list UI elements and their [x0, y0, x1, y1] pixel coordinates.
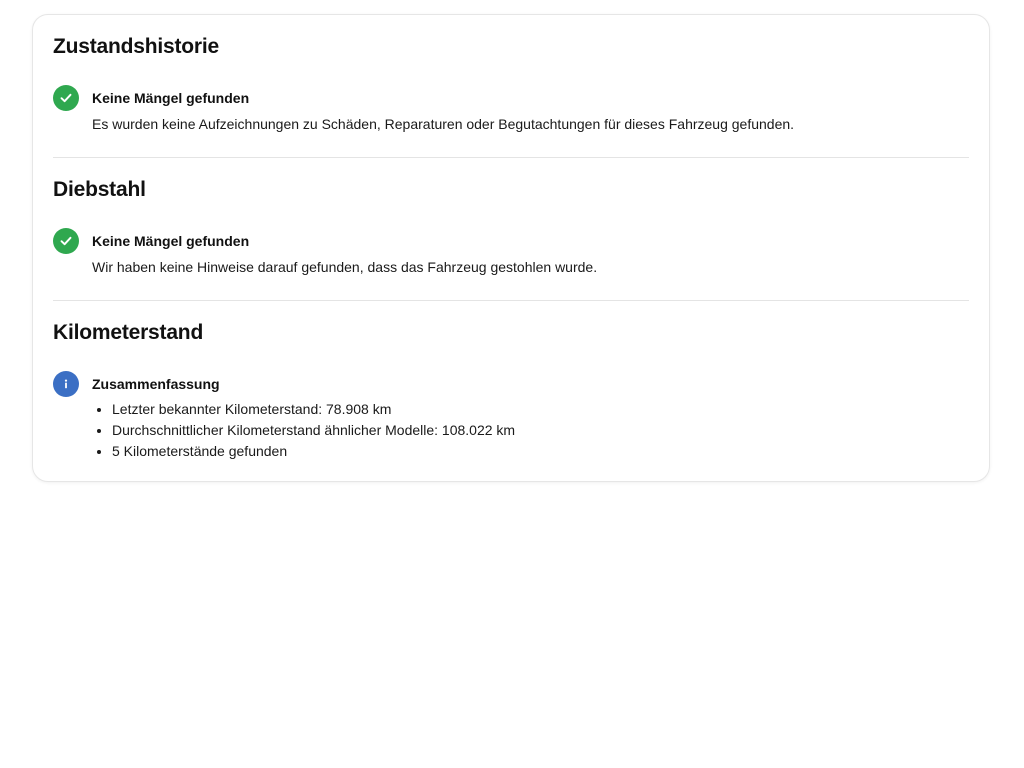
list-item: • Durchschnittlicher Kilometerstand ähnlicher Modelle: 108.022 km	[112, 420, 969, 441]
list-item: • Letzter bekannter Kilometerstand: 78.908 km	[112, 399, 969, 420]
summary-entry	[53, 375, 969, 462]
info-circle-icon	[53, 371, 79, 397]
status-heading: Keine Mängel gefunden	[92, 90, 250, 106]
status-entry	[53, 89, 969, 133]
section-title: Zustandshistorie	[53, 35, 219, 58]
theft-section	[53, 178, 969, 276]
status-description: Es wurden keine Aufzeichnungen zu Schäden, Reparaturen oder Begutachtungen für dieses Fahrzeug gefunden.	[92, 116, 795, 132]
vehicle-report-card	[32, 14, 990, 482]
entry-body	[92, 232, 969, 276]
entry-body	[92, 375, 969, 462]
section-divider	[53, 300, 969, 301]
check-circle-icon	[53, 85, 79, 111]
check-circle-icon	[53, 228, 79, 254]
status-description: Wir haben keine Hinweise darauf gefunden, dass das Fahrzeug gestohlen wurde.	[92, 259, 598, 275]
section-title: Diebstahl	[53, 178, 146, 201]
entry-body	[92, 89, 969, 133]
mileage-section	[53, 321, 969, 462]
section-title: Kilometerstand	[53, 321, 204, 344]
mileage-summary-list	[92, 399, 969, 462]
section-divider	[53, 157, 969, 158]
status-heading: Keine Mängel gefunden	[92, 233, 250, 249]
list-item: • 5 Kilometerstände gefunden	[112, 441, 969, 462]
status-entry	[53, 232, 969, 276]
summary-heading: Zusammenfassung	[92, 376, 220, 392]
condition-history-section	[53, 35, 969, 133]
